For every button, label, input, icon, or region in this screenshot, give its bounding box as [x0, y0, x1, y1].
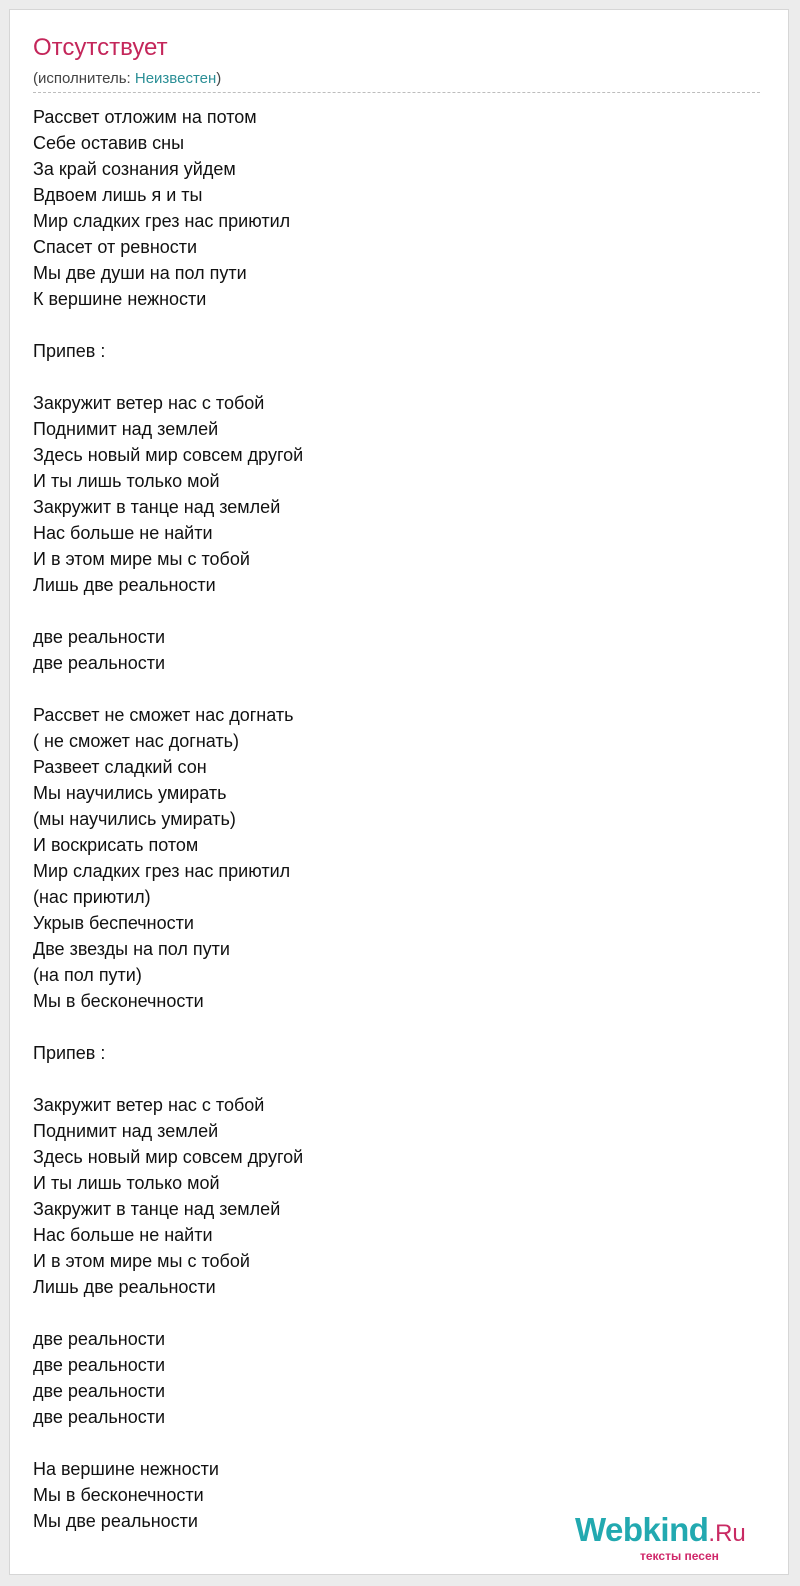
lyric-line: Мир сладких грез нас приютил — [33, 211, 291, 231]
lyric-line: Здесь новый мир совсем другой — [33, 445, 304, 465]
logo-tagline: тексты песен — [640, 1549, 719, 1563]
lyric-line: две реальности — [33, 1407, 166, 1427]
lyric-line: Рассвет отложим на потом — [33, 107, 257, 127]
lyric-line: две реальности — [33, 627, 166, 647]
lyric-line: Лишь две реальности — [33, 575, 216, 595]
lyric-line: ( не сможет нас догнать) — [33, 731, 240, 751]
lyric-line — [33, 364, 303, 390]
artist-link[interactable]: Неизвестен — [134, 70, 217, 87]
lyric-line: Себе оставив сны — [33, 133, 185, 153]
lyric-line — [33, 312, 303, 338]
lyric-line: Мы в бесконечности — [33, 991, 204, 1011]
lyric-line: Мы две реальности — [33, 1511, 198, 1531]
artist-line — [33, 70, 221, 88]
lyric-line: Вдвоем лишь я и ты — [33, 185, 203, 205]
lyric-line: Мы в бесконечности — [33, 1485, 204, 1505]
lyric-line — [33, 1014, 303, 1040]
lyric-line: Нас больше не найти — [33, 1225, 213, 1245]
lyric-line: (на пол пути) — [33, 965, 142, 985]
lyric-line: Развеет сладкий сон — [33, 757, 207, 777]
song-title: Отсутствует — [33, 34, 168, 61]
lyric-line: две реальности — [33, 1355, 166, 1375]
lyric-line: Спасет от ревности — [33, 237, 198, 257]
lyric-line: Мы научились умирать — [33, 783, 227, 803]
lyric-line: Рассвет не сможет нас догнать — [33, 705, 294, 725]
lyric-line: И ты лишь только мой — [33, 1173, 220, 1193]
lyric-line: На вершине нежности — [33, 1459, 219, 1479]
lyric-line: Припев : — [33, 1043, 106, 1063]
lyric-line: Две звезды на пол пути — [33, 939, 230, 959]
lyric-line: две реальности — [33, 1329, 166, 1349]
lyric-line: Укрыв беспечности — [33, 913, 194, 933]
lyric-line: И воскрисать потом — [33, 835, 199, 855]
artist-suffix: ) — [216, 70, 222, 87]
header-divider — [33, 92, 760, 93]
lyric-line: К вершине нежности — [33, 289, 207, 309]
lyric-line: Мир сладких грез нас приютил — [33, 861, 291, 881]
lyric-line — [33, 676, 303, 702]
logo-main-text: Webkind — [575, 1511, 709, 1548]
lyric-line — [33, 1430, 303, 1456]
lyric-line: Здесь новый мир совсем другой — [33, 1147, 304, 1167]
lyric-line: И в этом мире мы с тобой — [33, 549, 250, 569]
lyric-line: Нас больше не найти — [33, 523, 213, 543]
artist-prefix: (исполнитель: — [33, 70, 135, 87]
lyric-line: (мы научились умирать) — [33, 809, 236, 829]
lyric-line: две реальности — [33, 1381, 166, 1401]
lyric-line: (нас приютил) — [33, 887, 151, 907]
lyrics-text — [33, 104, 303, 1534]
lyric-line: Закружит ветер нас с тобой — [33, 393, 265, 413]
lyric-line — [33, 598, 303, 624]
lyric-line: Мы две души на пол пути — [33, 263, 247, 283]
lyric-line: Закружит ветер нас с тобой — [33, 1095, 265, 1115]
lyric-line: Лишь две реальности — [33, 1277, 216, 1297]
lyric-line — [33, 1300, 303, 1326]
lyric-line: Закружит в танце над землей — [33, 497, 281, 517]
lyric-line: Поднимит над землей — [33, 1121, 219, 1141]
webkind-logo[interactable] — [575, 1513, 746, 1554]
lyric-line: За край сознания уйдем — [33, 159, 236, 179]
lyric-line: И в этом мире мы с тобой — [33, 1251, 250, 1271]
lyric-line: две реальности — [33, 653, 166, 673]
lyric-line — [33, 1066, 303, 1092]
lyric-line: Припев : — [33, 341, 106, 361]
lyric-line: И ты лишь только мой — [33, 471, 220, 491]
lyric-line: Поднимит над землей — [33, 419, 219, 439]
logo-domain-suffix: .Ru — [708, 1520, 746, 1547]
lyric-line: Закружит в танце над землей — [33, 1199, 281, 1219]
